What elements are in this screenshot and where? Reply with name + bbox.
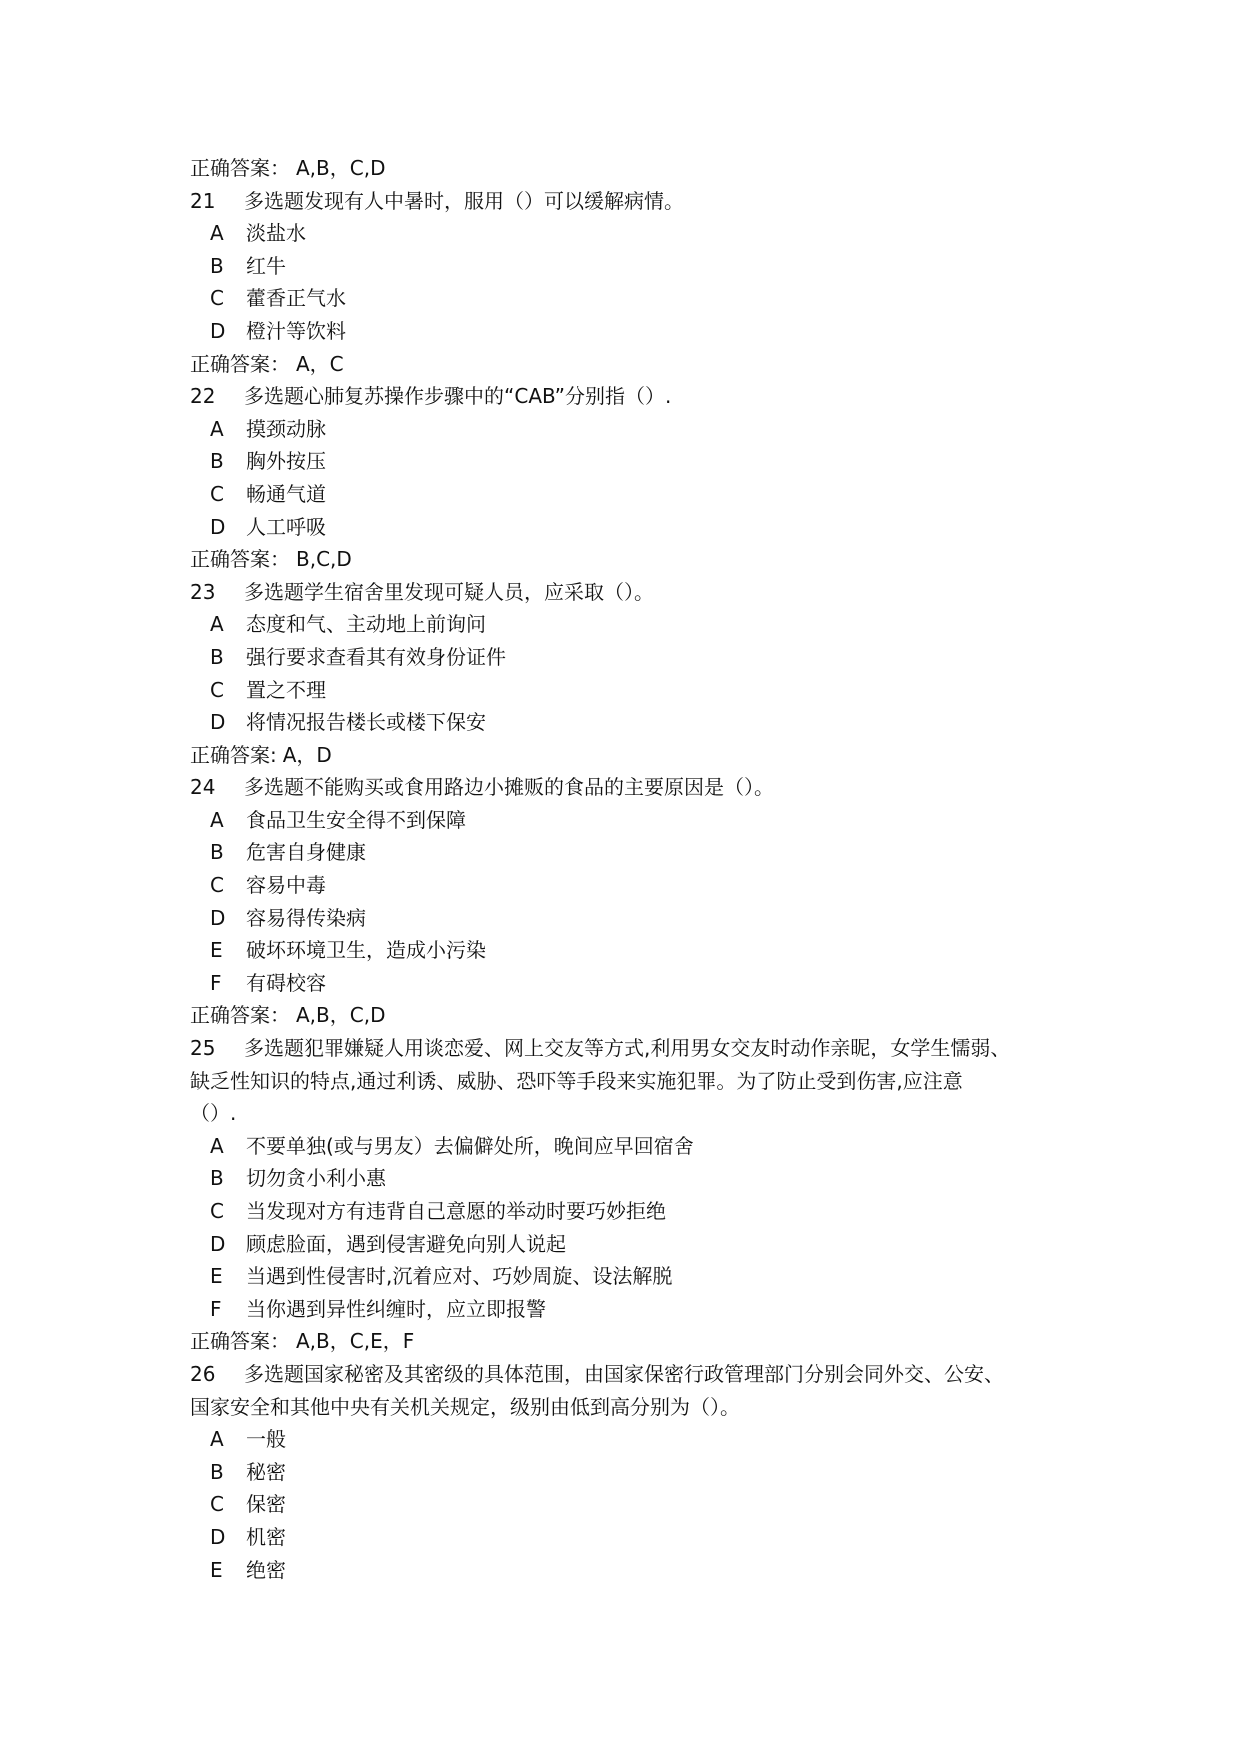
option-text: 畅通气道 <box>246 481 326 506</box>
question-number: 23 <box>190 579 216 604</box>
answer-label: 正确答案： <box>190 547 290 572</box>
question-stem-continuation <box>190 1391 1061 1424</box>
option-text: 容易中毒 <box>246 873 326 898</box>
option-text: 绝密 <box>246 1557 286 1582</box>
answer-line <box>190 999 1061 1032</box>
question-block <box>190 1032 1061 1358</box>
option-item <box>190 706 1061 739</box>
option-letter: A <box>210 612 224 637</box>
option-item <box>190 674 1061 707</box>
answer-label: 正确答案： <box>190 351 290 376</box>
answer-value: A,B，C,E，F <box>296 1329 415 1354</box>
option-letter: A <box>210 416 224 441</box>
question-stem-text: 多选题国家秘密及其密级的具体范围，由国家保密行政管理部门分别会同外交、公安、 <box>244 1361 1004 1386</box>
question-number: 25 <box>190 1036 216 1061</box>
question-stem-continuation <box>190 1065 1061 1098</box>
answer-line-20 <box>190 152 1061 185</box>
option-item <box>190 1293 1061 1326</box>
option-item <box>190 902 1061 935</box>
question-block <box>190 185 1061 381</box>
option-item <box>190 478 1061 511</box>
question-stem-text: 多选题心肺复苏操作步骤中的“CAB”分别指（）. <box>244 384 672 409</box>
option-letter: E <box>210 1264 223 1289</box>
option-letter: A <box>210 221 224 246</box>
option-text: 顾虑脸面，遇到侵害避免向别人说起 <box>246 1231 566 1256</box>
option-letter: E <box>210 1557 223 1582</box>
question-stem-text: 多选题学生宿舍里发现可疑人员，应采取（）。 <box>244 579 654 604</box>
option-text: 藿香正气水 <box>246 286 346 311</box>
answer-line <box>190 543 1061 576</box>
answer-line <box>190 739 1061 772</box>
question-stem-text: 国家安全和其他中央有关机关规定，级别由低到高分别为（）。 <box>190 1394 740 1419</box>
question-stem-text: 多选题犯罪嫌疑人用谈恋爱、网上交友等方式,利用男女交友时动作亲昵，女学生懦弱、 <box>244 1036 1011 1061</box>
answer-value: A,B，C,D <box>296 156 386 180</box>
option-text: 淡盐水 <box>246 221 306 246</box>
question-stem-text: （）. <box>190 1101 237 1126</box>
option-text: 红牛 <box>246 253 286 278</box>
question-header <box>190 771 1061 804</box>
option-item <box>190 1260 1061 1293</box>
option-item <box>190 282 1061 315</box>
question-number: 21 <box>190 188 216 213</box>
option-letter: B <box>210 449 224 474</box>
option-letter: B <box>210 1166 224 1191</box>
question-number: 24 <box>190 775 216 800</box>
option-letter: E <box>210 938 223 963</box>
option-text: 当发现对方有违背自己意愿的举动时要巧妙拒绝 <box>246 1199 666 1223</box>
answer-line <box>190 1325 1061 1358</box>
option-item <box>190 315 1061 348</box>
option-item <box>190 1162 1061 1195</box>
option-item <box>190 1521 1061 1554</box>
answer-value: B,C,D <box>296 547 352 572</box>
option-item <box>190 511 1061 544</box>
option-text: 机密 <box>246 1524 286 1549</box>
option-text: 容易得传染病 <box>246 905 366 930</box>
option-letter: B <box>210 644 224 669</box>
question-block <box>190 1358 1061 1586</box>
option-text: 置之不理 <box>246 677 326 702</box>
option-item <box>190 608 1061 641</box>
answer-value: A,B，C,D <box>296 1003 386 1028</box>
option-letter: C <box>210 677 224 702</box>
option-letter: C <box>210 873 224 898</box>
option-letter: B <box>210 840 224 865</box>
option-item <box>190 1423 1061 1456</box>
question-header <box>190 1032 1061 1065</box>
option-text: 态度和气、主动地上前询问 <box>246 612 486 637</box>
question-block <box>190 771 1061 1032</box>
answer-value: A，C <box>296 351 344 376</box>
option-letter: D <box>210 710 226 735</box>
option-letter: D <box>210 1524 226 1549</box>
question-stem-text: 多选题发现有人中暑时，服用（）可以缓解病情。 <box>244 188 684 213</box>
answer-label: 正确答案： <box>190 156 290 180</box>
option-item <box>190 869 1061 902</box>
option-letter: D <box>210 905 226 930</box>
option-text: 一般 <box>246 1427 286 1452</box>
question-block <box>190 576 1061 772</box>
option-text: 强行要求查看其有效身份证件 <box>246 644 506 669</box>
option-item <box>190 641 1061 674</box>
option-item <box>190 804 1061 837</box>
option-text: 人工呼吸 <box>246 514 326 539</box>
option-letter: C <box>210 286 224 311</box>
option-text: 保密 <box>246 1492 286 1517</box>
option-text: 破坏环境卫生，造成小污染 <box>246 938 486 963</box>
option-text: 当你遇到异性纠缠时，应立即报警 <box>246 1296 546 1321</box>
question-header <box>190 380 1061 413</box>
option-text: 摸颈动脉 <box>246 416 326 441</box>
question-header <box>190 185 1061 218</box>
option-item <box>190 836 1061 869</box>
option-item <box>190 967 1061 1000</box>
question-number: 22 <box>190 384 216 409</box>
answer-line <box>190 348 1061 381</box>
option-letter: A <box>210 807 224 832</box>
option-text: 当遇到性侵害时,沉着应对、巧妙周旋、设法解脱 <box>246 1264 673 1289</box>
option-item <box>190 1554 1061 1587</box>
option-item <box>190 1130 1061 1163</box>
question-list <box>190 185 1061 1587</box>
option-letter: C <box>210 1199 224 1223</box>
option-letter: D <box>210 514 226 539</box>
question-header <box>190 1358 1061 1391</box>
option-item <box>190 934 1061 967</box>
question-stem-text: 缺乏性知识的特点,通过利诱、威胁、恐吓等手段来实施犯罪。为了防止受到伤害,应注意 <box>190 1068 963 1093</box>
answer-label: 正确答案： <box>190 1003 290 1028</box>
answer-label: 正确答案: <box>190 742 277 767</box>
option-text: 不要单独(或与男友）去偏僻处所，晚间应早回宿舍 <box>246 1133 694 1158</box>
option-letter: B <box>210 253 224 278</box>
answer-value: A，D <box>282 742 332 767</box>
question-stem-continuation <box>190 1097 1061 1130</box>
option-text: 切勿贪小利小惠 <box>246 1166 386 1191</box>
option-item <box>190 250 1061 283</box>
option-text: 橙汁等饮料 <box>246 318 346 343</box>
option-letter: A <box>210 1427 224 1452</box>
option-text: 将情况报告楼长或楼下保安 <box>246 710 486 735</box>
option-letter: A <box>210 1133 224 1158</box>
option-item <box>190 1488 1061 1521</box>
option-letter: D <box>210 318 226 343</box>
option-letter: F <box>210 1296 222 1321</box>
option-text: 秘密 <box>246 1459 286 1484</box>
question-header <box>190 576 1061 609</box>
option-item <box>190 445 1061 478</box>
option-item <box>190 1456 1061 1489</box>
question-block <box>190 380 1061 576</box>
option-text: 危害自身健康 <box>246 840 366 865</box>
option-letter: D <box>210 1231 226 1256</box>
option-text: 有碍校容 <box>246 970 326 995</box>
option-letter: B <box>210 1459 224 1484</box>
option-letter: F <box>210 970 222 995</box>
option-text: 食品卫生安全得不到保障 <box>246 807 466 832</box>
answer-label: 正确答案： <box>190 1329 290 1354</box>
option-letter: C <box>210 1492 224 1517</box>
option-item <box>190 1228 1061 1261</box>
option-item <box>190 413 1061 446</box>
option-item <box>190 217 1061 250</box>
option-text: 胸外按压 <box>246 449 326 474</box>
option-item <box>190 1195 1061 1228</box>
question-number: 26 <box>190 1361 216 1386</box>
option-letter: C <box>210 481 224 506</box>
question-stem-text: 多选题不能购买或食用路边小摊贩的食品的主要原因是（）。 <box>244 775 774 800</box>
